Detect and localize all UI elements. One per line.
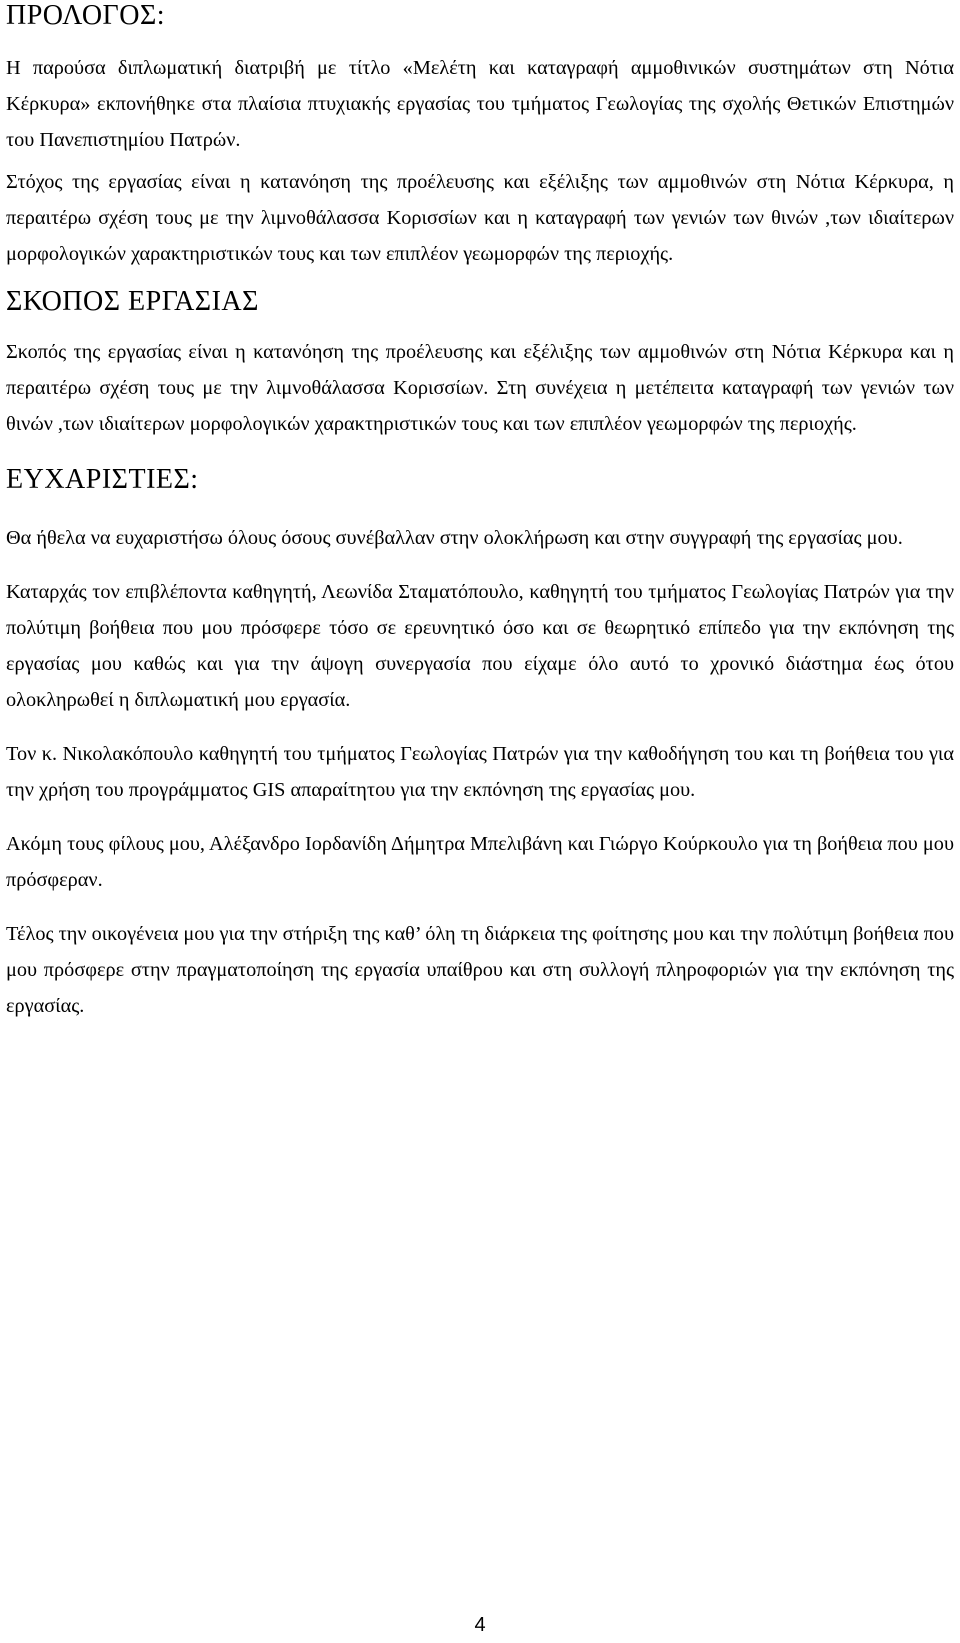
prologue-paragraph-2: Στόχος της εργασίας είναι η κατανόηση της προέλευσης και εξέλιξης των αμμοθινών στη Νότια Κέρκυρα, η περαιτέρω σχέση τους με την λιμνοθάλασσα Κορισσίων και η καταγραφή των γενιών των θινών ,των ιδιαίτερων μορφολογικών χαρακτηριστικών τους και των επιπλέον γεωμορφών της περιοχής. [6,171,954,265]
acknowledgements-heading: ΕΥΧΑΡΙΣΤΙΕΣ: [6,464,199,495]
purpose-heading: ΣΚΟΠΟΣ ΕΡΓΑΣΙΑΣ [6,286,259,317]
acknowledgements-paragraph-3: Τον κ. Νικολακόπουλο καθηγητή του τμήματος Γεωλογίας Πατρών για την καθοδήγηση του και τη βοήθεια του για την χρήση του προγράμματος GIS απαραίτητου για την εκπόνηση της εργασίας μου. [6,743,954,801]
prologue-paragraph-1: Η παρούσα διπλωματική διατριβή με τίτλο «Μελέτη και καταγραφή αμμοθινικών συστημάτων στη Νότια Κέρκυρα» εκπονήθηκε στα πλαίσια πτυχιακής εργασίας του τμήματος Γεωλογίας της σχολής Θετικών Επιστημών του Πανεπιστημίου Πατρών. [6,57,954,151]
acknowledgements-paragraph-5: Τέλος την οικογένεια μου για την στήριξη της καθ’ όλη τη διάρκεια της φοίτησης μου και την πολύτιμη βοήθεια που μου πρόσφερε στην πραγματοποίηση της εργασία υπαίθρου και στη συλλογή πληροφοριών για την εκπόνηση της εργασίας. [6,923,954,1017]
prologue-heading: ΠΡΟΛΟΓΟΣ: [6,0,166,31]
page-number: 4 [474,1614,486,1636]
acknowledgements-paragraph-2: Καταρχάς τον επιβλέποντα καθηγητή, Λεωνίδα Σταματόπουλο, καθηγητή του τμήματος Γεωλογίας Πατρών για την πολύτιμη βοήθεια που μου πρόσφερε τόσο σε ερευνητικό όσο και σε θεωρητικό επίπεδο για την εκπόνηση της εργασίας μου καθώς και για την άψογη συνεργασία που είχαμε όλο αυτό το χρονικό διάστημα έως ότου ολοκληρωθεί η διπλωματική μου εργασία. [6,581,954,711]
document-page [6,0,954,1024]
acknowledgements-paragraph-4: Ακόμη τους φίλους μου, Αλέξανδρο Ιορδανίδη Δήμητρα Μπελιβάνη και Γιώργο Κούρκουλο για τη βοήθεια που μου πρόσφεραν. [6,833,954,891]
acknowledgements-paragraph-1: Θα ήθελα να ευχαριστήσω όλους όσους συνέβαλλαν στην ολοκλήρωση και στην συγγραφή της εργασίας μου. [6,527,903,549]
purpose-paragraph: Σκοπός της εργασίας είναι η κατανόηση της προέλευσης και εξέλιξης των αμμοθινών στη Νότια Κέρκυρα και η περαιτέρω σχέση τους με την λιμνοθάλασσα Κορισσίων. Στη συνέχεια η μετέπειτα καταγραφή των γενιών των θινών ,των ιδιαίτερων μορφολογικών χαρακτηριστικών τους και των επιπλέον γεωμορφών της περιοχής. [6,341,954,435]
